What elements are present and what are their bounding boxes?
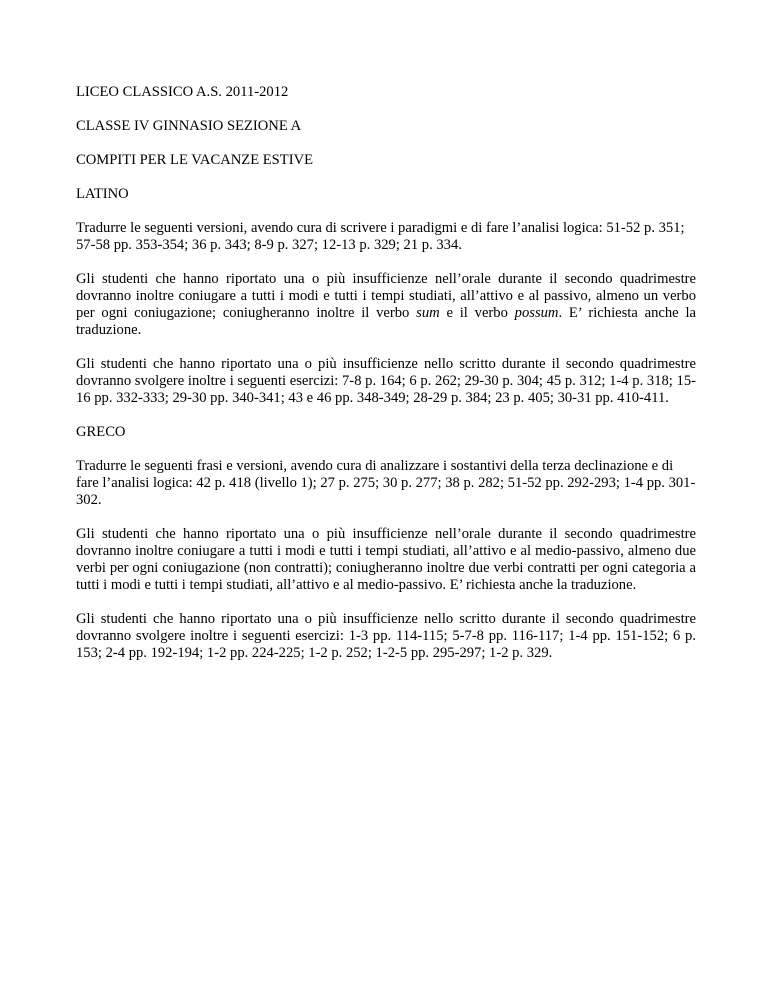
latino-paragraph-2-text-a: Gli studenti che hanno riportato una o più insufficienze nell’orale durante il secondo quadrimestre dovranno inoltre coniugare a tutti i modi e tutti i tempi studiati, all’attivo e al passivo, almeno un verbo per ogni coniugazione; coniugheranno inoltre il verbo <box>76 271 696 321</box>
latino-paragraph-2-text-c: . E’ richiesta anche la traduzione. <box>76 305 696 338</box>
latino-paragraph-3: Gli studenti che hanno riportato una o più insufficienze nello scritto durante il secondo quadrimestre dovranno svolgere inoltre i seguenti esercizi: 7-8 p. 164; 6 p. 262; 29-30 p. 304; 45 p. 312; 1-4 p. 318; 15-16 pp. 332-333; 29-30 pp. 340-341; 43 e 46 pp. 348-349; 28-29 p. 384; 23 p. 405; 30-31 pp. 410-411. <box>76 356 696 406</box>
latino-paragraph-2 <box>76 271 696 339</box>
verb-sum: sum <box>416 305 440 321</box>
verb-possum: possum <box>514 305 559 321</box>
document-title: COMPITI PER LE VACANZE ESTIVE <box>76 152 314 168</box>
class-heading: CLASSE IV GINNASIO SEZIONE A <box>76 118 302 134</box>
greco-paragraph-3: Gli studenti che hanno riportato una o più insufficienze nello scritto durante il secondo quadrimestre dovranno svolgere inoltre i seguenti esercizi: 1-3 pp. 114-115; 5-7-8 pp. 116-117; 1-4 pp. 151-152; 6 p. 153; 2-4 pp. 192-194; 1-2 pp. 224-225; 1-2 p. 252; 1-2-5 pp. 295-297; 1-2 p. 329. <box>76 611 696 661</box>
greco-paragraph-2: Gli studenti che hanno riportato una o più insufficienze nell’orale durante il secondo quadrimestre dovranno inoltre coniugare a tutti i modi e tutti i tempi studiati, all’attivo e al medio-passivo, almeno due verbi per ogni coniugazione (non contratti); coniugheranno inoltre due verbi contratti per ogni categoria a tutti i modi e tutti i tempi studiati, all’attivo e al medio-passivo. E’ richiesta anche la traduzione. <box>76 526 696 593</box>
greco-paragraph-1: Tradurre le seguenti frasi e versioni, avendo cura di analizzare i sostantivi della terza declinazione e di fare l’analisi logica: 42 p. 418 (livello 1); 27 p. 275; 30 p. 277; 38 p. 282; 51-52 pp. 292-293; 1-4 pp. 301-302. <box>76 458 696 508</box>
latino-paragraph-1: Tradurre le seguenti versioni, avendo cura di scrivere i paradigmi e di fare l’analisi logica: 51-52 p. 351; 57-58 pp. 353-354; 36 p. 343; 8-9 p. 327; 12-13 p. 329; 21 p. 334. <box>76 220 685 253</box>
section-heading-greco: GRECO <box>76 424 126 440</box>
latino-paragraph-2-text-b: e il verbo <box>439 305 515 321</box>
section-heading-latino: LATINO <box>76 186 129 202</box>
school-heading: LICEO CLASSICO A.S. 2011-2012 <box>76 84 289 100</box>
document-body <box>76 84 696 679</box>
